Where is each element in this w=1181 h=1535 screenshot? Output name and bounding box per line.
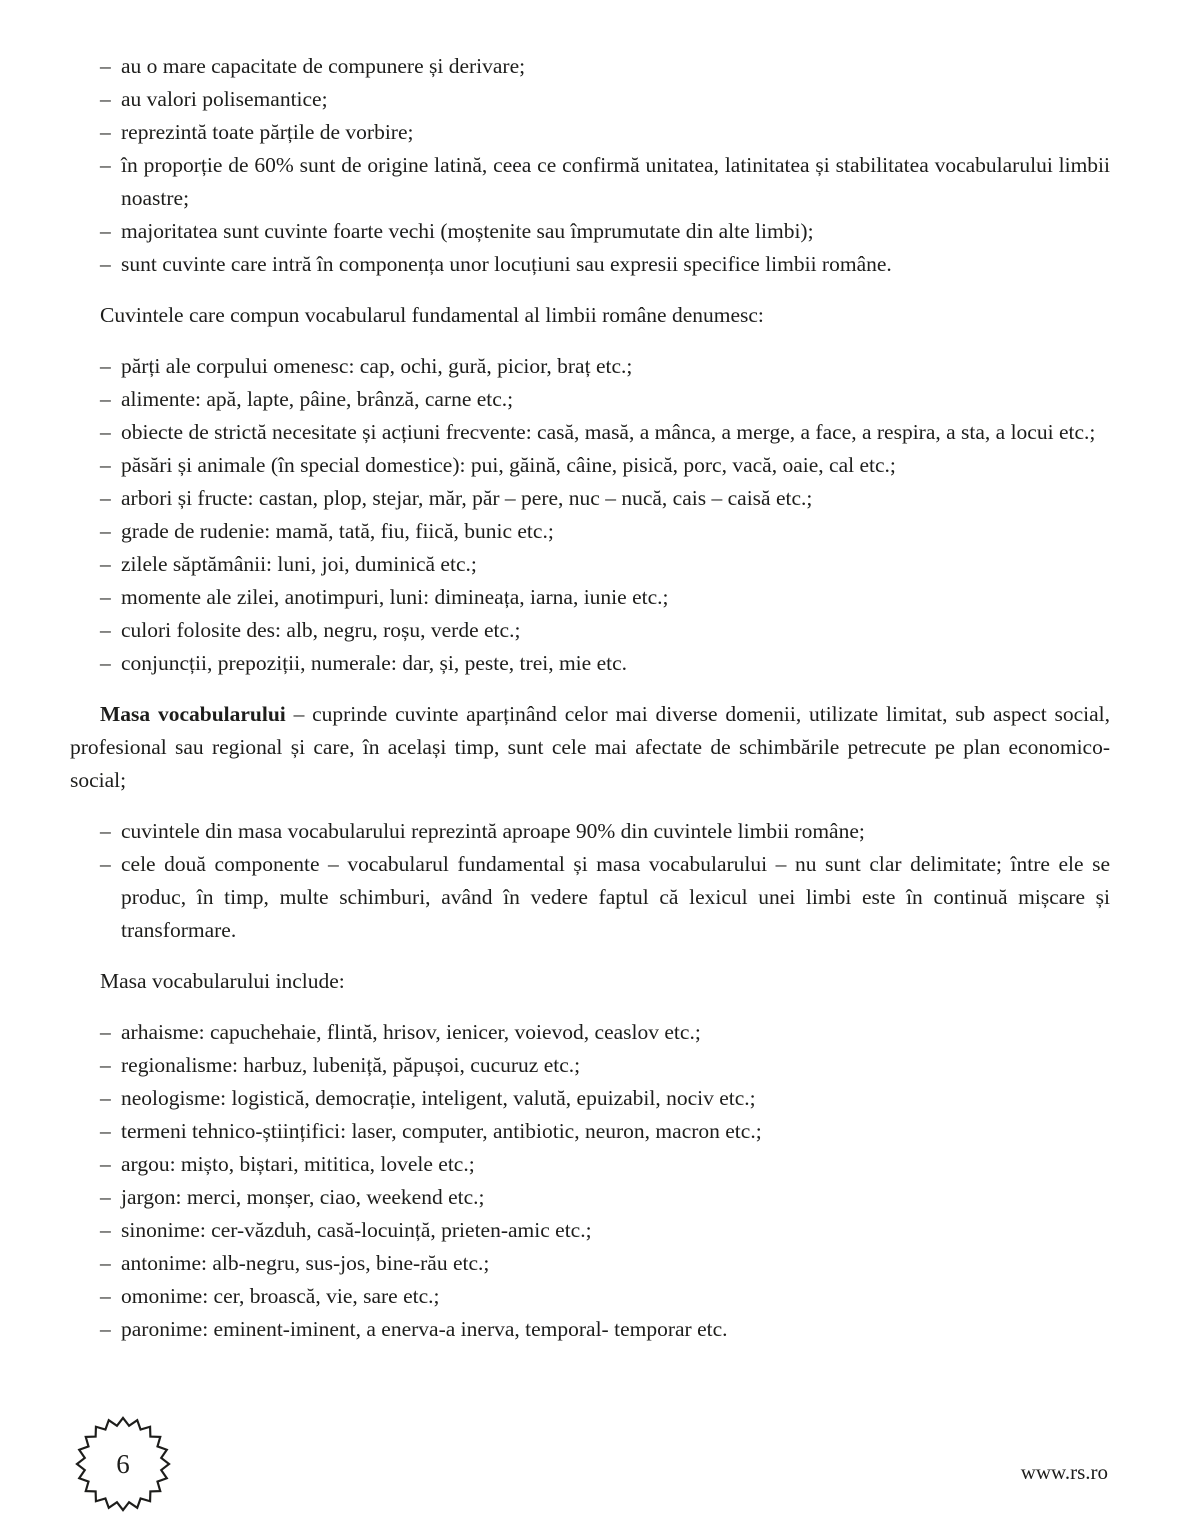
- masa-vocabularului-term: Masa vocabularului: [100, 702, 286, 726]
- masa-list: [70, 815, 1110, 947]
- dash-marker: –: [100, 1152, 111, 1176]
- list-item: [100, 83, 1110, 116]
- list-item: [100, 1247, 1110, 1280]
- list-item-text: grade de rudenie: mamă, tată, fiu, fiică, bunic etc.;: [121, 519, 554, 543]
- list-item-text: arbori și fructe: castan, plop, stejar, măr, păr – pere, nuc – nucă, cais – caisă etc.;: [121, 486, 813, 510]
- list-item: [100, 1115, 1110, 1148]
- list-item-text: termeni tehnico-științifici: laser, computer, antibiotic, neuron, macron etc.;: [121, 1119, 762, 1143]
- dash-marker: –: [100, 1218, 111, 1242]
- paragraph-masa-vocabularului: [70, 698, 1110, 797]
- list-item-text: sinonime: cer-văzduh, casă-locuință, prieten-amic etc.;: [121, 1218, 592, 1242]
- dash-marker: –: [100, 387, 111, 411]
- list-item: [100, 149, 1110, 215]
- dash-marker: –: [100, 252, 111, 276]
- list-item: [100, 1082, 1110, 1115]
- list-item-text: regionalisme: harbuz, lubeniță, păpușoi, cucuruz etc.;: [121, 1053, 581, 1077]
- dash-marker: –: [100, 354, 111, 378]
- list-item-text: neologisme: logistică, democrație, inteligent, valută, epuizabil, nociv etc.;: [121, 1086, 756, 1110]
- page-content: [70, 50, 1110, 1346]
- list-item: [100, 614, 1110, 647]
- list-item: [100, 1214, 1110, 1247]
- list-item-text: paronime: eminent-iminent, a enerva-a inerva, temporal- temporar etc.: [121, 1317, 728, 1341]
- list-item-text: arhaisme: capuchehaie, flintă, hrisov, ienicer, voievod, ceaslov etc.;: [121, 1020, 701, 1044]
- include-list: [70, 1016, 1110, 1346]
- list-item-text: conjuncții, prepoziții, numerale: dar, și, peste, trei, mie etc.: [121, 651, 628, 675]
- dash-marker: –: [100, 420, 111, 444]
- list-item-text: argou: mișto, biștari, mititica, lovele etc.;: [121, 1152, 475, 1176]
- list-item-text: în proporție de 60% sunt de origine latină, ceea ce confirmă unitatea, latinitatea și stabilitatea vocabularului limbii noastre;: [121, 153, 1110, 210]
- list-item-text: alimente: apă, lapte, pâine, brânză, carne etc.;: [121, 387, 514, 411]
- list-item-text: sunt cuvinte care intră în componența unor locuțiuni sau expresii specifice limbii române.: [121, 252, 892, 276]
- masa-vocabularului-definition: – cuprinde cuvinte aparținând celor mai diverse domenii, utilizate limitat, sub aspect social, profesional sau regional și care, în același timp, sunt cele mai afectate de schimbările petrecute pe plan economico-social;: [70, 702, 1110, 792]
- list-item-text: reprezintă toate părțile de vorbire;: [121, 120, 414, 144]
- list-item: [100, 248, 1110, 281]
- list-item: [100, 1313, 1110, 1346]
- list-item: [100, 50, 1110, 83]
- dash-marker: –: [100, 519, 111, 543]
- list-item-text: jargon: merci, monșer, ciao, weekend etc.;: [121, 1185, 485, 1209]
- dash-marker: –: [100, 1284, 111, 1308]
- list-item-text: au o mare capacitate de compunere și derivare;: [121, 54, 526, 78]
- list-item-text: au valori polisemantice;: [121, 87, 328, 111]
- list-item: [100, 383, 1110, 416]
- dash-marker: –: [100, 1053, 111, 1077]
- dash-marker: –: [100, 54, 111, 78]
- dash-marker: –: [100, 120, 111, 144]
- list-item: [100, 449, 1110, 482]
- list-item: [100, 548, 1110, 581]
- list-item: [100, 1148, 1110, 1181]
- dash-marker: –: [100, 651, 111, 675]
- page-footer: [70, 1399, 1110, 1517]
- dash-marker: –: [100, 1119, 111, 1143]
- dash-marker: –: [100, 618, 111, 642]
- list-item: [100, 647, 1110, 680]
- dash-marker: –: [100, 486, 111, 510]
- list-item: [100, 581, 1110, 614]
- fundamental-list: [70, 350, 1110, 680]
- list-item: [100, 1049, 1110, 1082]
- dash-marker: –: [100, 87, 111, 111]
- page-number-seal: [74, 1415, 172, 1513]
- list-item-text: obiecte de strictă necesitate și acțiuni frecvente: casă, masă, a mânca, a merge, a face, a respira, a sta, a locui etc.;: [121, 420, 1096, 444]
- dash-marker: –: [100, 219, 111, 243]
- dash-marker: –: [100, 552, 111, 576]
- dash-marker: –: [100, 1185, 111, 1209]
- list-item: [100, 815, 1110, 848]
- list-item-text: cuvintele din masa vocabularului reprezintă aproape 90% din cuvintele limbii române;: [121, 819, 865, 843]
- dash-marker: –: [100, 852, 111, 876]
- list-item-text: culori folosite des: alb, negru, roșu, verde etc.;: [121, 618, 521, 642]
- list-item: [100, 482, 1110, 515]
- dash-marker: –: [100, 819, 111, 843]
- dash-marker: –: [100, 585, 111, 609]
- list-item: [100, 1181, 1110, 1214]
- list-item-text: momente ale zilei, anotimpuri, luni: dimineața, iarna, iunie etc.;: [121, 585, 669, 609]
- list-item: [100, 1280, 1110, 1313]
- list-item-text: omonime: cer, broască, vie, sare etc.;: [121, 1284, 440, 1308]
- list-item-text: părți ale corpului omenesc: cap, ochi, gură, picior, braț etc.;: [121, 354, 633, 378]
- dash-marker: –: [100, 1020, 111, 1044]
- paragraph-include-intro: Masa vocabularului include:: [100, 969, 345, 993]
- list-item-text: majoritatea sunt cuvinte foarte vechi (moștenite sau împrumutate din alte limbi);: [121, 219, 814, 243]
- paragraph-fundamental-intro: Cuvintele care compun vocabularul fundamental al limbii române denumesc:: [100, 303, 764, 327]
- list-item-text: cele două componente – vocabularul fundamental și masa vocabularului – nu sunt clar delimitate; între ele se produc, în timp, multe schimburi, având în vedere faptul că lexicul unei limbi este în continuă mișcare și transformare.: [121, 852, 1110, 942]
- list-item: [100, 116, 1110, 149]
- dash-marker: –: [100, 1251, 111, 1275]
- page-number: 6: [116, 1448, 130, 1479]
- list-item-text: păsări și animale (în special domestice): pui, găină, câine, pisică, porc, vacă, oaie, cal etc.;: [121, 453, 896, 477]
- list-item: [100, 350, 1110, 383]
- dash-marker: –: [100, 1086, 111, 1110]
- list-item: [100, 416, 1110, 449]
- dash-marker: –: [100, 153, 111, 177]
- website-url: www.rs.ro: [1020, 1460, 1108, 1484]
- list-item: [100, 1016, 1110, 1049]
- list-item-text: antonime: alb-negru, sus-jos, bine-rău etc.;: [121, 1251, 490, 1275]
- list-item: [100, 215, 1110, 248]
- list-item: [100, 515, 1110, 548]
- list-item-text: zilele săptămânii: luni, joi, duminică etc.;: [121, 552, 477, 576]
- dash-marker: –: [100, 1317, 111, 1341]
- list-item: [100, 848, 1110, 947]
- dash-marker: –: [100, 453, 111, 477]
- intro-list: [70, 50, 1110, 281]
